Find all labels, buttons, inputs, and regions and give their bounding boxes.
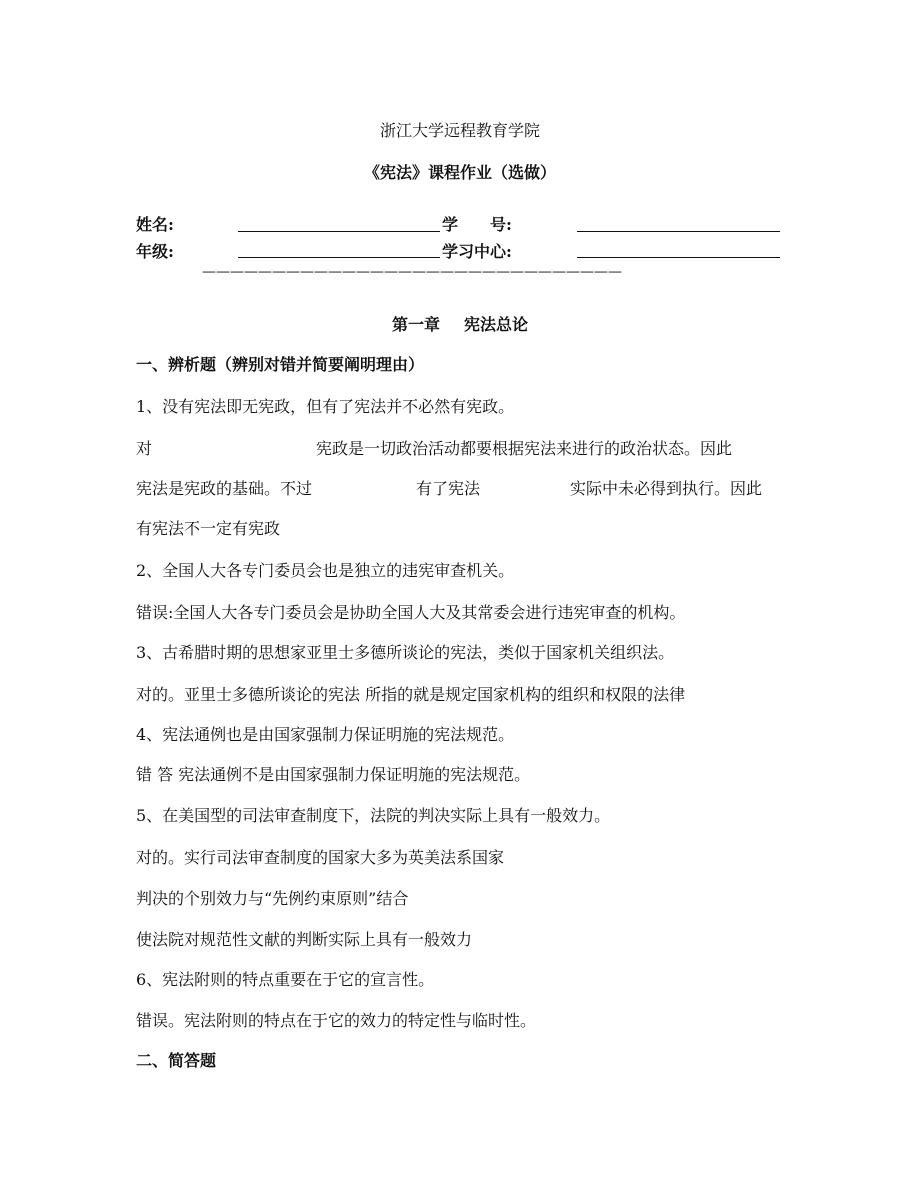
question-5: 5、在美国型的司法审查制度下，法院的判决实际上具有一般效力。 bbox=[136, 806, 611, 825]
grade-label: 年级: bbox=[136, 242, 174, 261]
student-id-label: 学 号: bbox=[442, 215, 512, 234]
answer-5-line2: 判决的个别效力与“先例约束原则”结合 bbox=[136, 889, 409, 908]
answer-4: 错 答 宪法通例不是由国家强制力保证明施的宪法规范。 bbox=[136, 765, 531, 784]
chapter-heading bbox=[0, 312, 920, 335]
answer-6: 错误。宪法附则的特点在于它的效力的特定性与临时性。 bbox=[136, 1011, 537, 1030]
question-6: 6、宪法附则的特点重要在于它的宣言性。 bbox=[136, 970, 435, 989]
student-id-field[interactable] bbox=[577, 231, 780, 232]
course-title: 《宪法》课程作业（选做） bbox=[363, 163, 556, 182]
institution-name: 浙江大学远程教育学院 bbox=[379, 121, 540, 140]
answer-1-verdict: 对 bbox=[136, 439, 153, 458]
answer-2: 错误:全国人大各专门委员会是协助全国人大及其常委会进行违宪审查的机构。 bbox=[136, 603, 686, 622]
answer-1-line2-a: 宪法是宪政的基础。不过 bbox=[136, 479, 313, 498]
learning-center-field[interactable] bbox=[577, 257, 780, 258]
chapter-number: 第一章 bbox=[391, 315, 440, 334]
answer-1-line1: 宪政是一切政治活动都要根据宪法来进行的政治状态。因此 bbox=[316, 439, 733, 458]
name-label: 姓名: bbox=[136, 215, 174, 234]
answer-5-line1: 对的。实行司法审查制度的国家大多为英美法系国家 bbox=[136, 848, 505, 867]
separator-line: —————————————————————————————— bbox=[202, 264, 622, 280]
section-heading-analysis: 一、辨析题（辨别对错并简要阐明理由） bbox=[136, 355, 425, 374]
section-heading-short-answer: 二、简答题 bbox=[136, 1051, 217, 1070]
question-4: 4、宪法通例也是由国家强制力保证明施的宪法规范。 bbox=[136, 725, 515, 744]
question-2: 2、全国人大各专门委员会也是独立的违宪审查机关。 bbox=[136, 561, 515, 580]
answer-1-line2-c: 实际中未必得到执行。因此 bbox=[570, 479, 763, 498]
chapter-title: 宪法总论 bbox=[464, 315, 529, 334]
name-field[interactable] bbox=[238, 231, 440, 232]
answer-5-line3: 使法院对规范性文献的判断实际上具有一般效力 bbox=[136, 930, 473, 949]
learning-center-label: 学习中心: bbox=[442, 242, 512, 261]
grade-field[interactable] bbox=[238, 257, 440, 258]
question-1: 1、没有宪法即无宪政，但有了宪法并不必然有宪政。 bbox=[136, 397, 515, 416]
answer-1-line2-b: 有了宪法 bbox=[416, 479, 481, 498]
answer-1-line3: 有宪法不一定有宪政 bbox=[136, 519, 281, 538]
answer-3: 对的。亚里士多德所谈论的宪法 所指的就是规定国家机构的组织和权限的法律 bbox=[136, 685, 686, 704]
question-3: 3、古希腊时期的思想家亚里士多德所谈论的宪法，类似于国家机关组织法。 bbox=[136, 643, 675, 662]
